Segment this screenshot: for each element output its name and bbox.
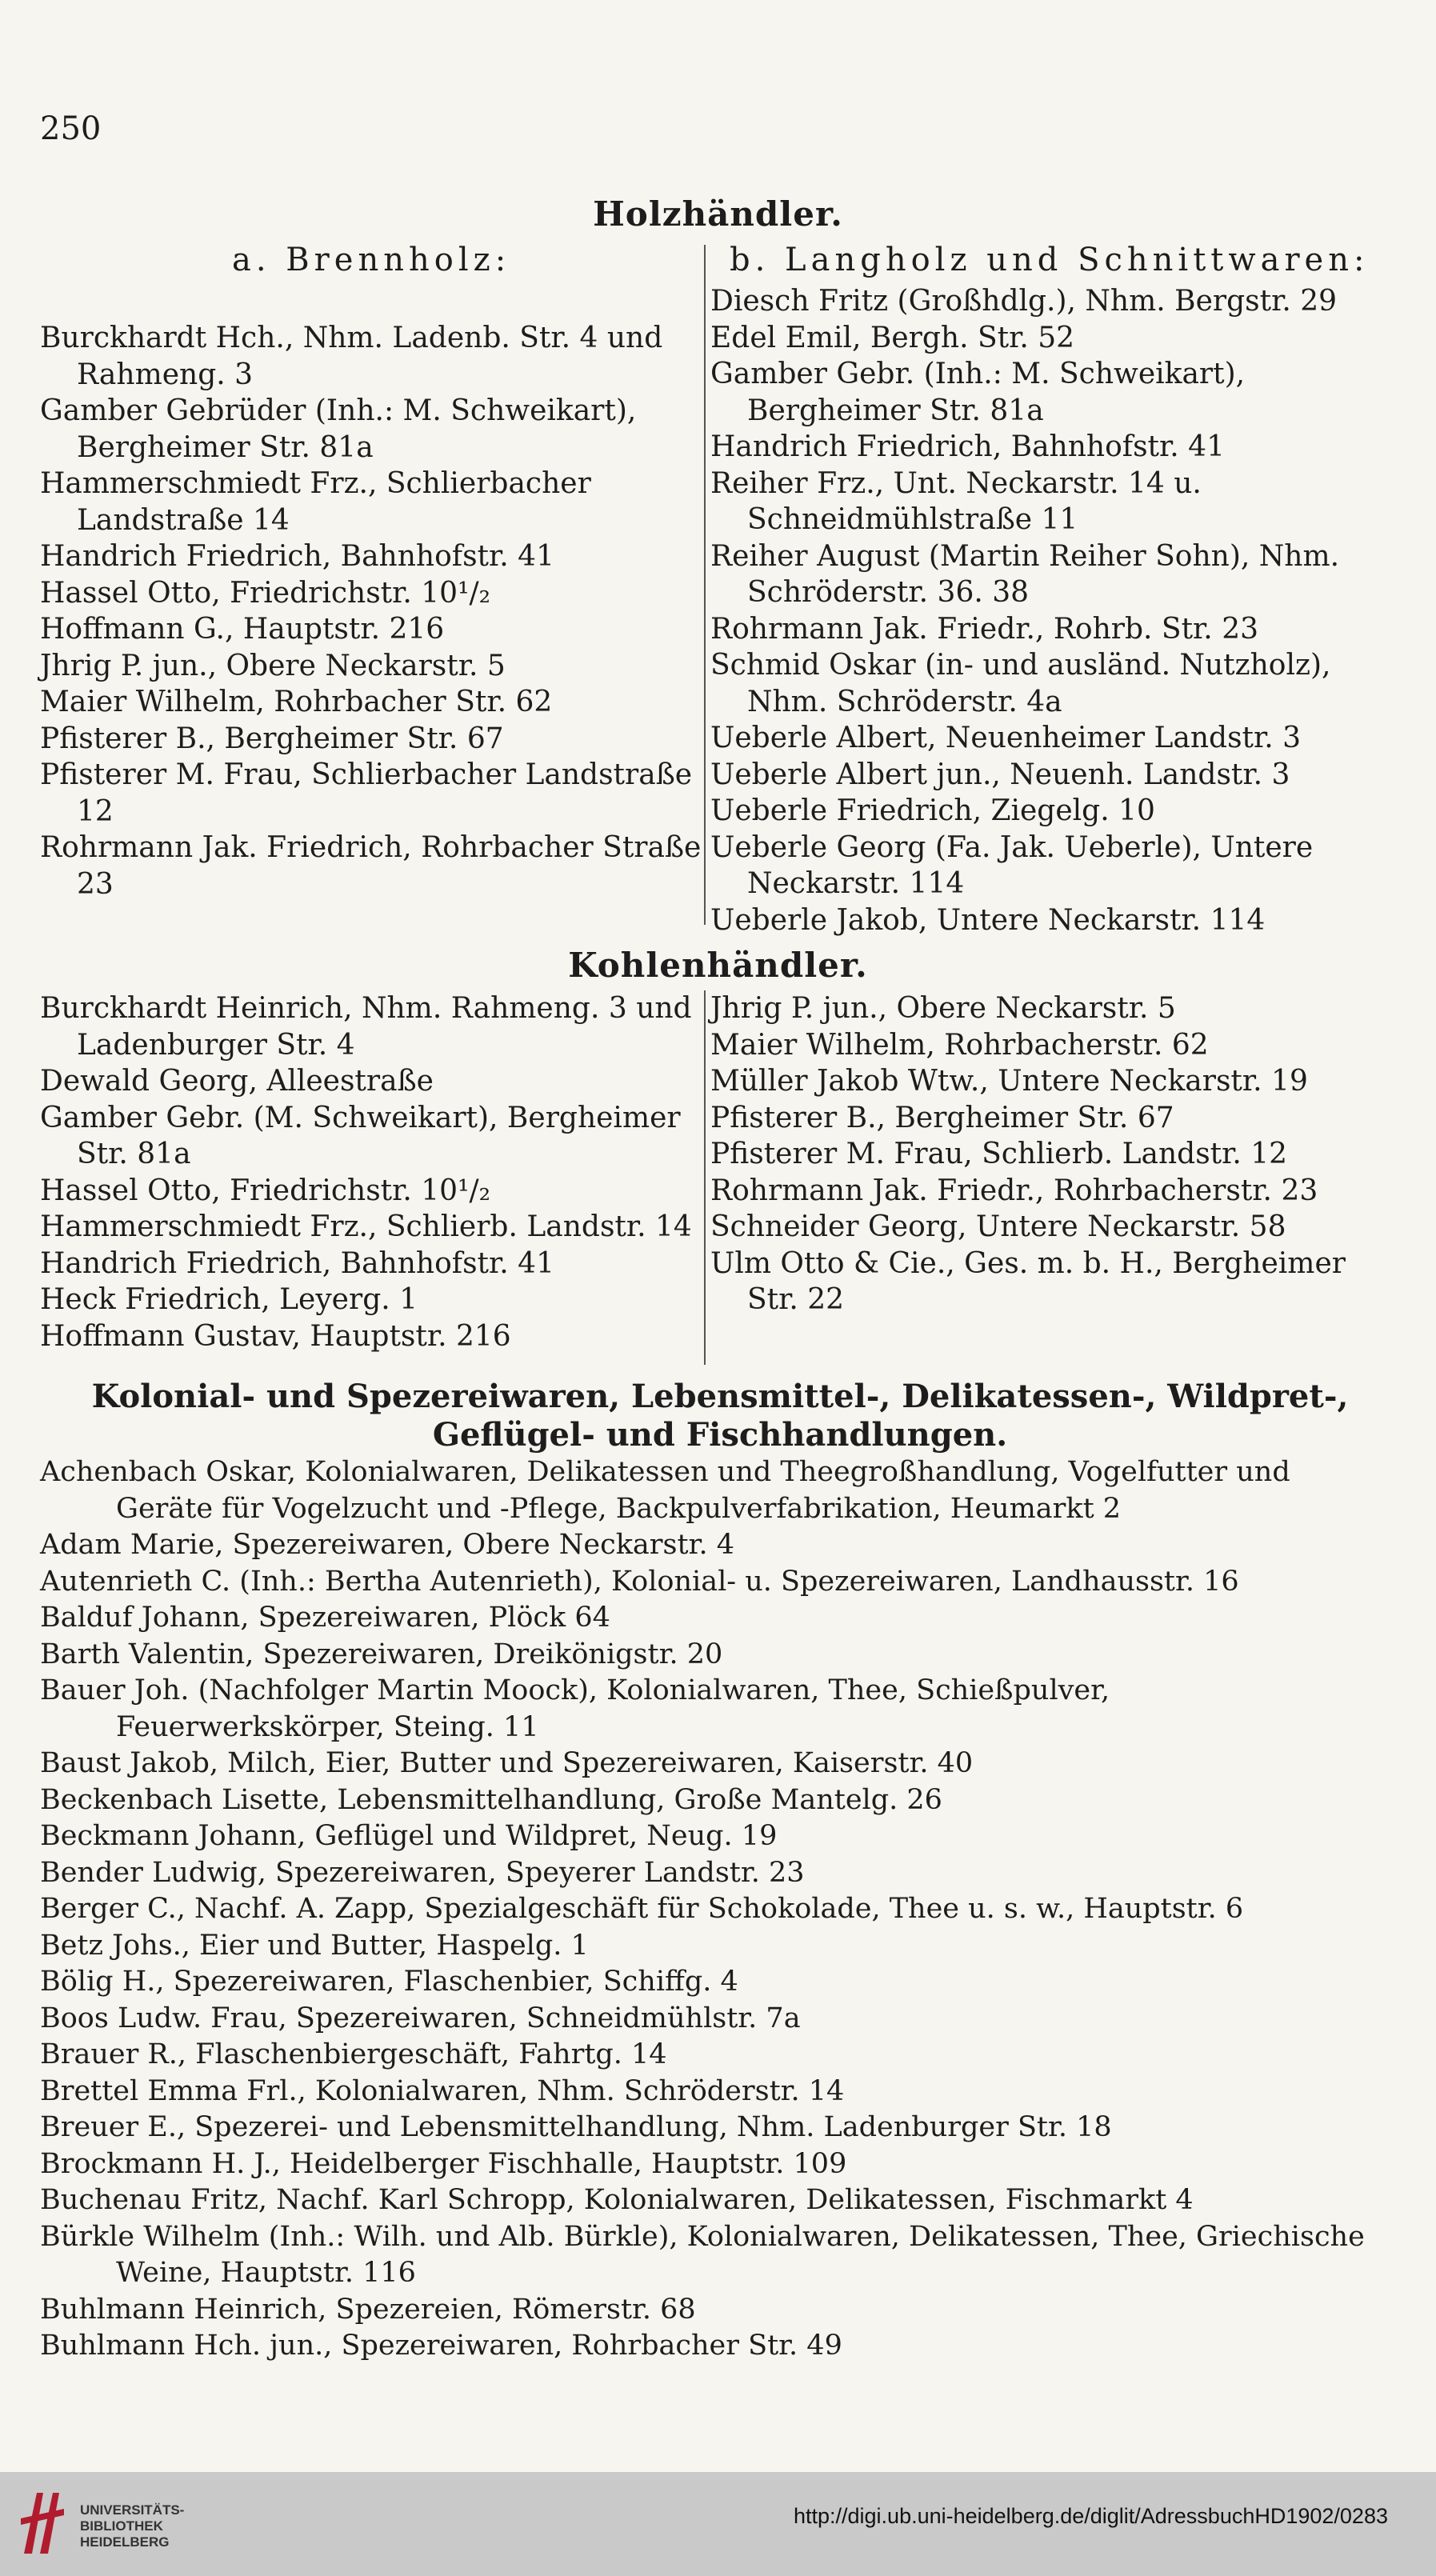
footer-bar: [0, 2472, 1436, 2576]
kohlen-left-column: [40, 990, 704, 1354]
kolonialwaren-list: [40, 1454, 1384, 2365]
list-entry: Pfisterer M. Frau, Schlierb. Landstr. 12: [710, 1138, 1288, 1170]
kohlen-right-column: [710, 990, 1362, 1318]
logo-line: UNIVERSITÄTS-: [80, 2502, 185, 2518]
list-entry: Edel Emil, Bergh. Str. 52: [710, 321, 1075, 354]
list-entry: Brettel Emma Frl., Kolonialwaren, Nhm. Schröderstr. 14: [40, 2074, 845, 2107]
list-entry: Müller Jakob Wtw., Untere Neckarstr. 19: [710, 1065, 1308, 1098]
list-entry: Schmid Oskar (in- und ausländ. Nutzholz), Nhm. Schröderstr. 4a: [710, 649, 1331, 718]
list-entry: Buhlmann Hch. jun., Spezereiwaren, Rohrbacher Str. 49: [40, 2330, 842, 2362]
list-entry: Reiher Frz., Unt. Neckarstr. 14 u. Schneidmühlstraße 11: [710, 466, 1202, 536]
list-entry: Rohrmann Jak. Friedr., Rohrbacherstr. 23: [710, 1174, 1318, 1207]
university-seal-icon: [16, 2486, 69, 2560]
source-url-link[interactable]: http://digi.ub.uni-heidelberg.de/diglit/AdressbuchHD1902/0283: [793, 2504, 1388, 2528]
list-entry: Pfisterer B., Bergheimer Str. 67: [40, 722, 504, 755]
section-heading-kohlenhaendler: Kohlenhändler.: [568, 946, 868, 985]
logo-line: BIBLIOTHEK: [80, 2518, 163, 2534]
list-entry: Ueberle Georg (Fa. Jak. Ueberle), Untere Neckarstr. 114: [710, 830, 1314, 900]
list-entry: Gamber Gebrüder (Inh.: M. Schweikart), Bergheimer Str. 81a: [40, 394, 637, 464]
list-entry: Rohrmann Jak. Friedrich, Rohrbacher Straße 23: [40, 831, 702, 901]
list-entry: Bürkle Wilhelm (Inh.: Wilh. und Alb. Bürkle), Kolonialwaren, Delikatessen, Thee, Griechische Weine, Hauptstr. 116: [40, 2220, 1365, 2289]
list-entry: Beckenbach Lisette, Lebensmittelhandlung, Große Mantelg. 26: [40, 1783, 942, 1816]
list-entry: Betz Johs., Eier und Butter, Haspelg. 1: [40, 1929, 589, 1962]
list-entry: Buhlmann Heinrich, Spezereien, Römerstr. 68: [40, 2293, 696, 2326]
list-entry: Heck Friedrich, Leyerg. 1: [40, 1283, 418, 1316]
list-entry: Jhrig P. jun., Obere Neckarstr. 5: [40, 649, 506, 682]
list-entry: Boos Ludw. Frau, Spezereiwaren, Schneidmühlstr. 7a: [40, 2002, 801, 2034]
list-entry: Barth Valentin, Spezereiwaren, Dreikönigstr. 20: [40, 1638, 723, 1670]
list-entry: Ulm Otto & Cie., Ges. m. b. H., Bergheimer Str. 22: [710, 1246, 1346, 1316]
list-entry: Brauer R., Flaschenbiergeschäft, Fahrtg. 14: [40, 2038, 667, 2070]
holz-right-column: [710, 283, 1362, 938]
list-entry: Adam Marie, Spezereiwaren, Obere Neckarstr. 4: [40, 1529, 734, 1561]
list-entry: Ueberle Albert jun., Neuenh. Landstr. 3: [710, 758, 1290, 791]
list-entry: Jhrig P. jun., Obere Neckarstr. 5: [710, 992, 1176, 1025]
list-entry: Handrich Friedrich, Bahnhofstr. 41: [40, 540, 554, 573]
list-entry: Brockmann H. J., Heidelberger Fischhalle, Hauptstr. 109: [40, 2147, 847, 2180]
list-entry: Bölig H., Spezereiwaren, Flaschenbier, Schiffg. 4: [40, 1966, 738, 1998]
list-entry: Bender Ludwig, Spezereiwaren, Speyerer Landstr. 23: [40, 1856, 805, 1889]
list-entry: Gamber Gebr. (M. Schweikart), Bergheimer Str. 81a: [40, 1101, 681, 1170]
list-entry: Hassel Otto, Friedrichstr. 10¹/₂: [40, 1174, 491, 1207]
list-entry: Ueberle Friedrich, Ziegelg. 10: [710, 794, 1155, 827]
subheading-brennholz: a. Brennholz:: [232, 242, 511, 278]
column-divider: [704, 990, 706, 1365]
list-entry: Hoffmann Gustav, Hauptstr. 216: [40, 1319, 511, 1353]
list-entry: Hammerschmiedt Frz., Schlierb. Landstr. 14: [40, 1210, 692, 1243]
list-entry: Hoffmann G., Hauptstr. 216: [40, 613, 445, 646]
list-entry: Handrich Friedrich, Bahnhofstr. 41: [40, 1246, 554, 1280]
list-entry: Hammerschmiedt Frz., Schlierbacher Landstraße 14: [40, 467, 591, 537]
list-entry: Dewald Georg, Alleestraße: [40, 1065, 434, 1098]
list-entry: Berger C., Nachf. A. Zapp, Spezialgeschäft für Schokolade, Thee u. s. w., Hauptstr. 6: [40, 1893, 1244, 1925]
list-entry: Burckhardt Hch., Nhm. Ladenb. Str. 4 und Rahmeng. 3: [40, 322, 663, 391]
list-entry: Diesch Fritz (Großhdlg.), Nhm. Bergstr. 29: [710, 285, 1338, 318]
list-entry: Buchenau Fritz, Nachf. Karl Schropp, Kolonialwaren, Delikatessen, Fischmarkt 4: [40, 2184, 1194, 2216]
logo-line: HEIDELBERG: [80, 2534, 170, 2550]
list-entry: Achenbach Oskar, Kolonialwaren, Delikatessen und Theegroßhandlung, Vogelfutter und Geräte für Vogelzucht und -Pflege, Backpulverfabrikation, Heumarkt 2: [40, 1456, 1290, 1525]
list-entry: Maier Wilhelm, Rohrbacherstr. 62: [710, 1028, 1209, 1062]
page-number: 250: [40, 110, 102, 147]
list-entry: Beckmann Johann, Geflügel und Wildpret, Neug. 19: [40, 1820, 778, 1852]
column-divider: [704, 245, 706, 925]
list-entry: Maier Wilhelm, Rohrbacher Str. 62: [40, 686, 553, 718]
library-logo-text: [80, 2502, 184, 2550]
list-entry: Pfisterer M. Frau, Schlierbacher Landstraße 12: [40, 758, 693, 828]
subheading-langholz: b. Langholz und Schnittwaren:: [730, 242, 1370, 278]
list-entry: Ueberle Jakob, Untere Neckarstr. 114: [710, 903, 1266, 937]
list-entry: Baust Jakob, Milch, Eier, Butter und Spezereiwaren, Kaiserstr. 40: [40, 1747, 974, 1779]
list-entry: Handrich Friedrich, Bahnhofstr. 41: [710, 430, 1225, 463]
list-entry: Breuer E., Spezerei- und Lebensmittelhandlung, Nhm. Ladenburger Str. 18: [40, 2111, 1112, 2143]
holz-left-column: [40, 320, 704, 902]
section-heading-kolonialwaren: Kolonial- und Spezereiwaren, Lebensmittel-, Delikatessen-, Wildpret-, Geflügel- und Fischhandlungen.: [91, 1378, 1349, 1454]
list-entry: Burckhardt Heinrich, Nhm. Rahmeng. 3 und Ladenburger Str. 4: [40, 992, 692, 1062]
list-entry: Reiher August (Martin Reiher Sohn), Nhm. Schröderstr. 36. 38: [710, 539, 1340, 609]
list-entry: Autenrieth C. (Inh.: Bertha Autenrieth), Kolonial- u. Spezereiwaren, Landhausstr. 16: [40, 1565, 1239, 1598]
section-heading-holzhaendler: Holzhändler.: [593, 194, 843, 234]
list-entry: Balduf Johann, Spezereiwaren, Plöck 64: [40, 1602, 610, 1634]
list-entry: Schneider Georg, Untere Neckarstr. 58: [710, 1210, 1286, 1243]
list-entry: Pfisterer B., Bergheimer Str. 67: [710, 1101, 1174, 1134]
list-entry: Hassel Otto, Friedrichstr. 10¹/₂: [40, 576, 491, 610]
list-entry: Rohrmann Jak. Friedr., Rohrb. Str. 23: [710, 612, 1259, 646]
list-entry: Gamber Gebr. (Inh.: M. Schweikart), Bergheimer Str. 81a: [710, 358, 1246, 427]
list-entry: Bauer Joh. (Nachfolger Martin Moock), Kolonialwaren, Thee, Schießpulver, Feuerwerkskörper, Steing. 11: [40, 1674, 1110, 1743]
list-entry: Ueberle Albert, Neuenheimer Landstr. 3: [710, 722, 1302, 754]
